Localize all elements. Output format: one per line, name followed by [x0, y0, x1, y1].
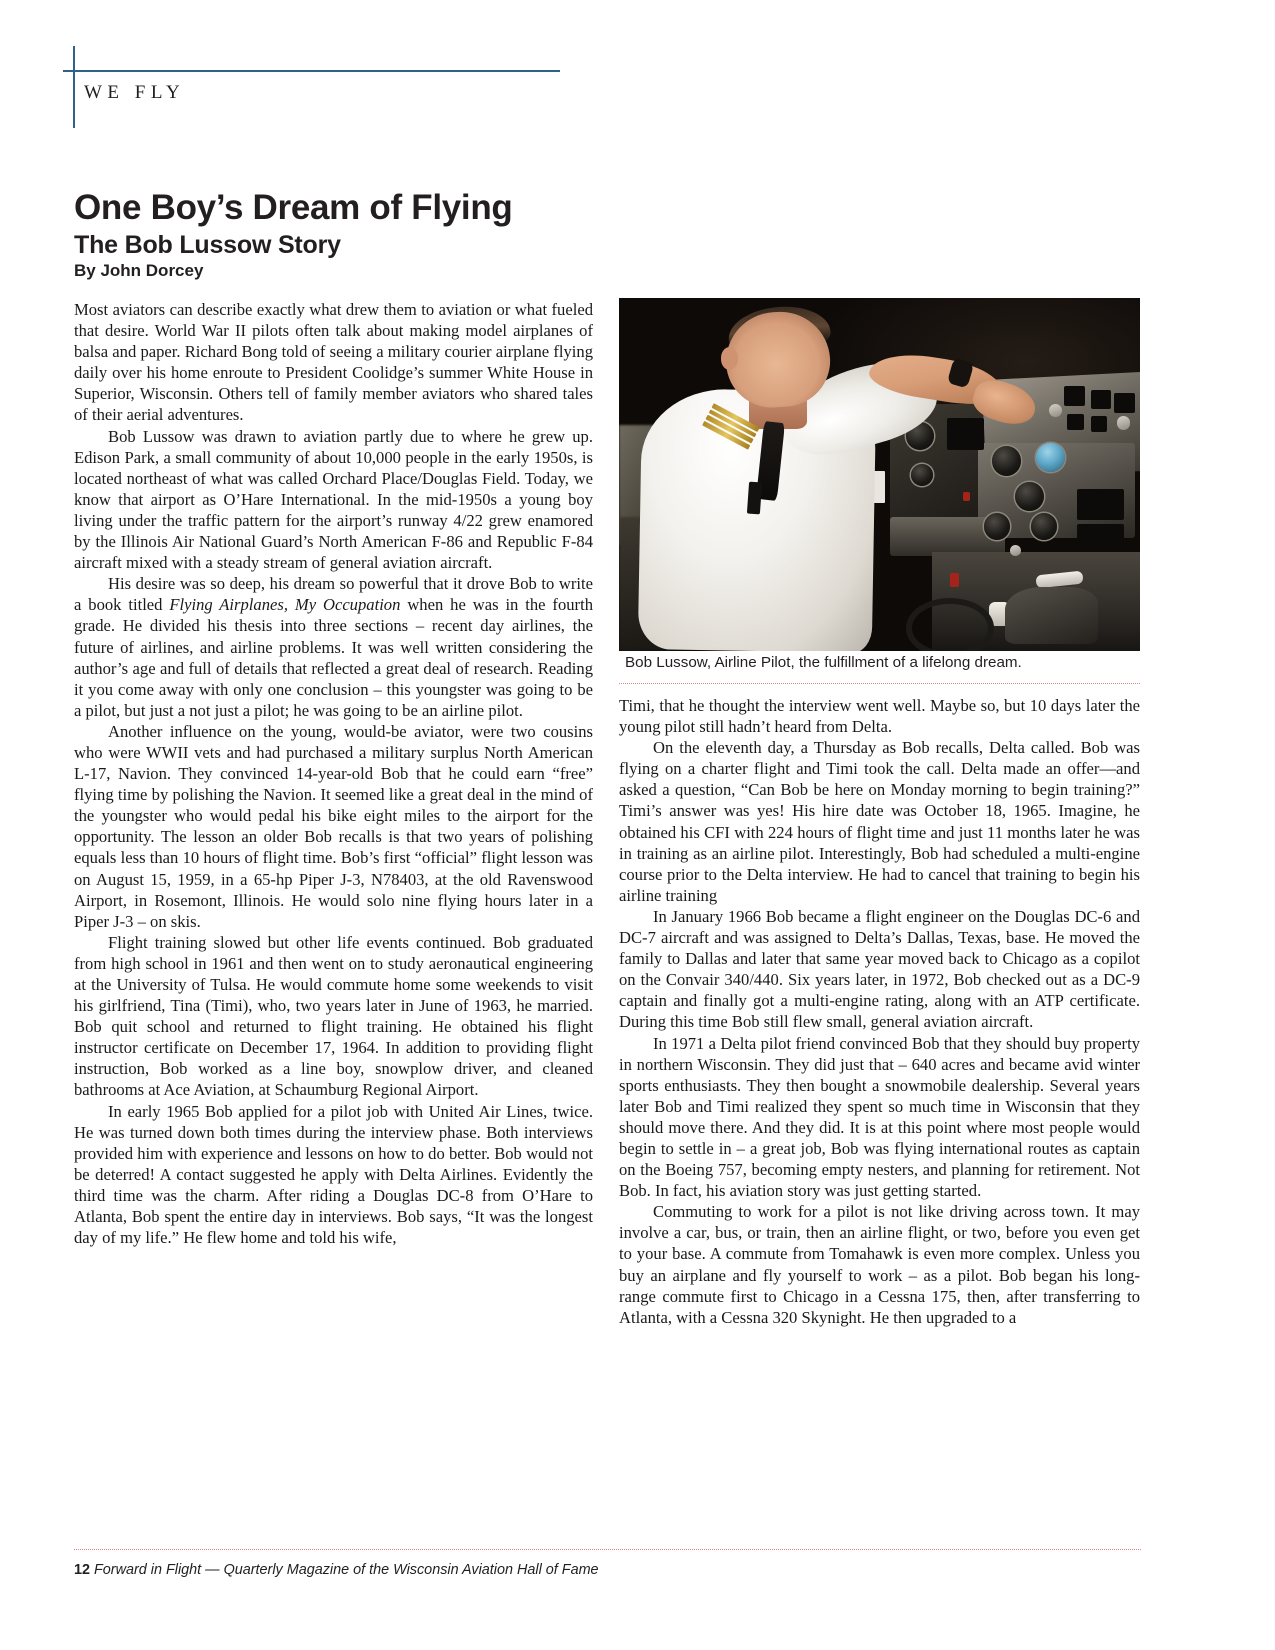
pilot-cockpit-photo — [619, 298, 1140, 651]
body-paragraph: In early 1965 Bob applied for a pilot job with United Air Lines, twice. He was turned down both times during the interview phase. Both interviews provided him with experience and lessons on how to do better. Bob would not be deterred! A contact suggested he apply with Delta Airlines. Evidently the third time was the charm. After riding a Douglas DC-8 from O’Hare to Atlanta, Bob spent the entire day in interviews. Bob says, “It was the longest day of my life.” He flew home and told his wife, — [74, 1101, 593, 1248]
article-subhead: The Bob Lussow Story — [74, 230, 341, 259]
photo-caption: Bob Lussow, Airline Pilot, the fulfillment of a lifelong dream. — [625, 654, 1022, 671]
body-paragraph: Flight training slowed but other life events continued. Bob graduated from high school in 1961 and then went on to study aeronautical engineering at the University of Tulsa. He would commute home some weekends to visit his girlfriend, Tina (Timi), who, two years later in June of 1963, he married. Bob quit school and returned to flight training. He obtained his flight instructor certificate on December 17, 1964. In addition to providing flight instruction, Bob worked as a line boy, snowplow driver, and cleaned bathrooms at Ace Aviation, at Schaumburg Regional Airport. — [74, 932, 593, 1100]
kicker-label: WE FLY — [84, 82, 186, 103]
body-paragraph: Most aviators can describe exactly what drew them to aviation or what fueled that desire. World War II pilots often talk about making model airplanes of balsa and paper. Richard Bong told of seeing a military courier airplane flying daily over his home enroute to President Coolidge’s summer White House in Superior, Wisconsin. Others tell of family member aviators who shared tales of their aerial adventures. — [74, 300, 593, 425]
body-paragraph: Another influence on the young, would-be aviator, were two cousins who were WWII vets and had purchased a military surplus North American L-17, Navion. They convinced 14-year-old Bob that he could earn “free” flying time by polishing the Navion. It seemed like a great deal in the mind of the youngster who would pedal his bike eight miles to the airport for the opportunity. The lesson an older Bob recalls is that two years of polishing equals less than 10 hours of flight time. Bob’s first “official” flight lesson was on August 15, 1959, in a 65-hp Piper J-3, N78403, at the old Ravenswood Airport, in Rosemont, Illinois. He would solo nine flying hours later in a Piper J-3 – on skis. — [74, 721, 593, 931]
kicker-horizontal-rule — [63, 70, 560, 72]
body-paragraph: His desire was so deep, his dream so powerful that it drove Bob to write a book titled Flying Airplanes, My Occupation when he was in the fourth grade. He divided his thesis into three sections – recent day airlines, the future of airlines, and airline problems. It was well written considering the author’s age and full of details that reflected a great deal of research. Reading it you come away with only one conclusion – this youngster was going to be a pilot, but just a not just a pilot; he was going to be an airline pilot. — [74, 574, 593, 720]
body-column-left — [74, 299, 593, 1248]
body-paragraph: In January 1966 Bob became a flight engineer on the Douglas DC-6 and DC-7 aircraft and was assigned to Delta’s Dallas, Texas, base. He moved the family to Dallas and later that same year moved back to Chicago as a copilot on the Convair 340/440. Six years later, in 1972, Bob checked out as a DC-9 captain and finally got a multi-engine rating, along with an ATP certificate. During this time Bob still flew small, general aviation aircraft. — [619, 906, 1140, 1032]
kicker-vertical-rule — [73, 46, 75, 128]
body-paragraph: Commuting to work for a pilot is not like driving across town. It may involve a car, bus, or train, then an airline flight, or two, before you even get to your base. A commute from Tomahawk is even more complex. Unless you buy an airplane and fly yourself to work – as a pilot. Bob began his long-range commute first to Chicago in a Cessna 175, then, after transferring to Atlanta, with a Cessna 320 Skynight. He then upgraded to a — [619, 1202, 1140, 1327]
article-headline: One Boy’s Dream of Flying — [74, 188, 513, 228]
footer-divider — [74, 1549, 1141, 1550]
section-kicker — [63, 46, 563, 128]
body-paragraph: In 1971 a Delta pilot friend convinced Bob that they should buy property in northern Wisconsin. They did just that – 640 acres and became avid winter sports enthusiasts. They then bought a snowmobile dealership. Several years later Bob and Timi realized they spent so much time in Wisconsin that they should move there. And they did. It is at this point where most people would begin to settle in – a great job, Bob was flying international routes as captain on the Boeing 757, becoming empty nesters, and planning for retirement. Not Bob. In fact, his aviation story was just getting started. — [619, 1033, 1140, 1201]
article-byline: By John Dorcey — [74, 261, 204, 280]
italic-book-title: Flying Airplanes, My Occupation — [169, 595, 401, 615]
footer-page-number: 12 — [74, 1562, 91, 1578]
body-column-right — [619, 695, 1140, 1328]
body-paragraph: On the eleventh day, a Thursday as Bob recalls, Delta called. Bob was flying on a charter flight and Timi took the call. Delta made an offer—and asked a question, “Can Bob be here on Monday morning to begin training?” Timi’s answer was yes! His hire date was October 18, 1965. Imagine, he obtained his CFI with 224 hours of flight time and just 11 months later he was in training as an airline pilot. Interestingly, Bob had scheduled a multi-engine course prior to the Delta interview. He had to cancel that training to begin his airline training — [619, 738, 1140, 905]
footer-publication: Forward in Flight — Quarterly Magazine of the Wisconsin Aviation Hall of Fame — [94, 1562, 599, 1578]
photo-canvas — [619, 298, 1140, 651]
page-footer — [74, 1562, 599, 1578]
caption-divider — [619, 683, 1140, 684]
body-paragraph: Bob Lussow was drawn to aviation partly due to where he grew up. Edison Park, a small community of about 10,000 people in the early 1950s, is located northeast of what was called Orchard Place/Douglas Field. Today, we know that airport as O’Hare International. In the mid-1950s a young boy living under the traffic pattern for the airport’s runway 4/22 grew enamored by the Illinois Air National Guard’s North American F-86 and Republic F-84 aircraft mixed with a steady stream of general aviation aircraft. — [74, 426, 593, 573]
body-paragraph: Timi, that he thought the interview went well. Maybe so, but 10 days later the young pilot still hadn’t heard from Delta. — [619, 696, 1140, 737]
